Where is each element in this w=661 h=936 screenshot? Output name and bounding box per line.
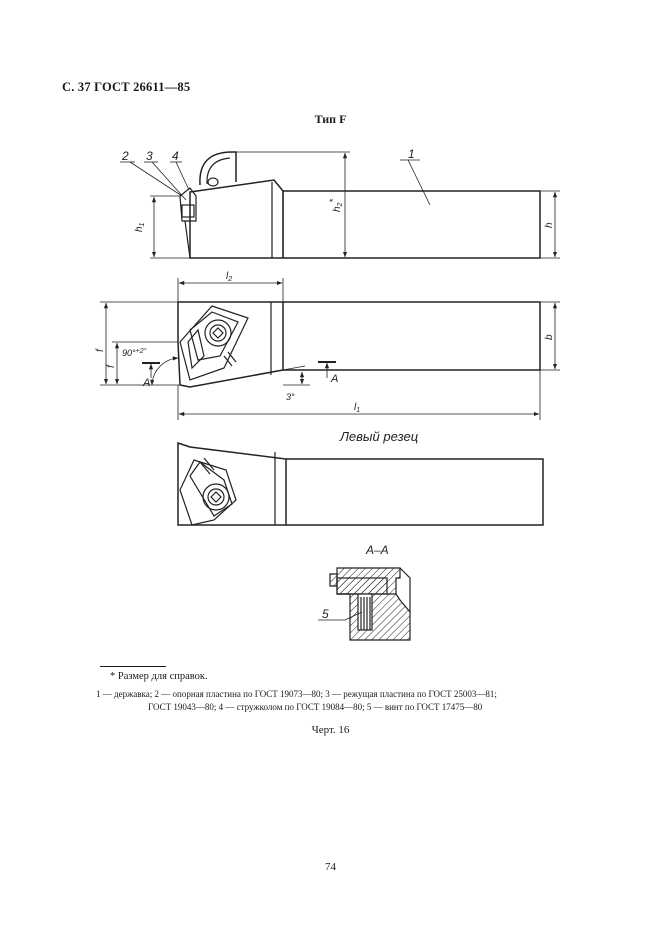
section-title: А–А xyxy=(366,543,389,557)
dim-angle-3: 3° xyxy=(286,392,295,402)
section-mark-right: A xyxy=(331,373,339,385)
footnote: * Размер для справок. xyxy=(110,671,208,682)
callout-4: 4 xyxy=(172,149,179,163)
section-a-a-view xyxy=(318,568,410,640)
top-view xyxy=(100,278,560,420)
dim-h2: $h_2*$ xyxy=(328,199,344,212)
dim-b: b xyxy=(544,334,555,340)
dim-f2: f xyxy=(106,365,117,368)
dim-h: h xyxy=(544,222,555,228)
legend-line-2: ГОСТ 19043—80; 4 — стружколом по ГОСТ 19084—80; 5 — винт по ГОСТ 17475—80 xyxy=(148,701,483,712)
footnote-rule xyxy=(100,666,166,667)
dim-l1: $l_1$ xyxy=(354,402,361,414)
callout-2: 2 xyxy=(122,149,129,163)
dim-f: f xyxy=(95,349,106,352)
page-number: 74 xyxy=(325,861,336,873)
callout-3: 3 xyxy=(146,149,153,163)
section-mark-left: A xyxy=(143,377,151,389)
dim-angle-90: 90°$^{+2^\circ}$ xyxy=(122,348,147,358)
callout-1: 1 xyxy=(408,147,415,161)
figure-caption: Черт. 16 xyxy=(311,724,350,736)
dim-l2: $l_2$ xyxy=(226,271,233,283)
callout-5: 5 xyxy=(322,607,329,621)
left-cutter-caption: Левый резец xyxy=(340,429,419,444)
dim-h1: $h_1$ xyxy=(134,222,146,232)
type-title: Тип F xyxy=(314,112,347,126)
left-cutter-view xyxy=(178,443,543,525)
page-header: С. 37 ГОСТ 26611—85 xyxy=(62,80,191,94)
legend-line-1: 1 — державка; 2 — опорная пластина по ГОСТ 19073—80; 3 — режущая пластина по ГОСТ 25003—81; xyxy=(96,689,497,699)
parts-legend xyxy=(96,688,566,713)
